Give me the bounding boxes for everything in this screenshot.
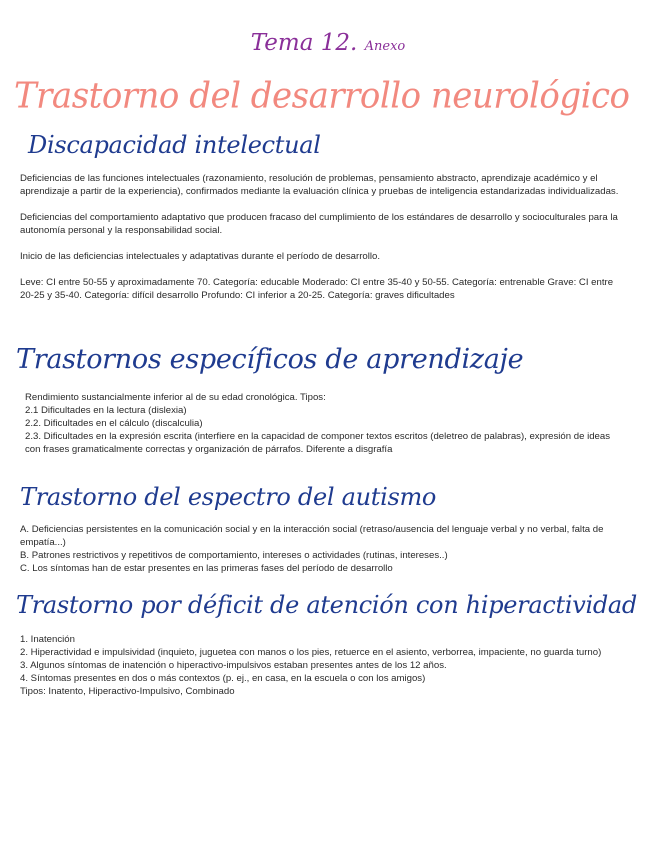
paragraph: Deficiencias del comportamiento adaptativo que producen fracaso del cumplimiento de los estándares de desarrollo y socioculturales para la autonomía personal y la responsabilidad social. — [20, 212, 618, 236]
section-heading-tdah: Trastorno por déficit de atención con hiperactividad — [16, 591, 637, 619]
section-heading-discapacidad: Discapacidad intelectual — [28, 131, 321, 159]
list-item: 2.2. Dificultades en el cálculo (discalculia) — [25, 418, 203, 429]
main-heading: Trastorno del desarrollo neurológico — [14, 75, 630, 117]
page-title-main: Tema 12. — [250, 30, 358, 56]
list-item: A. Deficiencias persistentes en la comunicación social y en la interacción social (retraso/ausencia del lenguaje verbal y no verbal, falta de empatía...) — [20, 524, 604, 548]
paragraph: Leve: CI entre 50-55 y aproximadamente 70. Categoría: educable Moderado: CI entre 35-40 y 50-55. Categoría: entrenable Grave: CI entre 20-25 y 35-40. Categoría: difícil desarrollo Profundo: CI inferior a 20-25. Categoría: graves dificultades — [20, 277, 614, 301]
page-title-sub: Anexo — [364, 39, 406, 54]
list-item: 2.3. Dificultades en la expresión escrita (interfiere en la capacidad de componer textos escritos (deletreo de palabras), expresión de ideas con frases gramaticalmente correctas y organización de párrafos. Diferente a disgrafía — [25, 431, 611, 455]
list-item: C. Los síntomas han de estar presentes en las primeras fases del período de desarrollo — [20, 563, 393, 574]
list-item: Tipos: Inatento, Hiperactivo-Impulsivo, Combinado — [20, 686, 235, 697]
paragraph: Deficiencias de las funciones intelectuales (razonamiento, resolución de problemas, pensamiento abstracto, aprendizaje académico y el aprendizaje a partir de la experiencia), confirmados mediante la evaluación clínica y pruebas de inteligencia estandarizadas individualizadas. — [20, 173, 619, 197]
list-item: 4. Síntomas presentes en dos o más contextos (p. ej., en casa, en la escuela o con los amigos) — [20, 673, 426, 684]
list-item: 2.1 Dificultades en la lectura (dislexia) — [25, 405, 187, 416]
list-item: 1. Inatención — [20, 634, 75, 645]
section-body-discapacidad — [20, 172, 628, 302]
paragraph: Inicio de las deficiencias intelectuales y adaptativas durante el período de desarrollo. — [20, 251, 380, 262]
section-body-autismo — [20, 523, 624, 575]
list-item: B. Patrones restrictivos y repetitivos de comportamiento, intereses o actividades (rutinas, intereses..) — [20, 550, 448, 561]
list-item: Rendimiento sustancialmente inferior al de su edad cronológica. Tipos: — [25, 392, 326, 403]
list-item: 2. Hiperactividad e impulsividad (inquieto, juguetea con manos o los pies, retuerce en el asiento, verborrea, impaciente, no guarda turno) — [20, 647, 602, 658]
section-body-aprendizaje — [25, 391, 625, 456]
page-title — [0, 30, 656, 56]
section-heading-autismo: Trastorno del espectro del autismo — [20, 483, 437, 511]
section-body-tdah — [20, 633, 624, 698]
section-heading-aprendizaje: Trastornos específicos de aprendizaje — [16, 344, 524, 375]
list-item: 3. Algunos síntomas de inatención o hiperactivo-impulsivos estaban presentes antes de los 12 años. — [20, 660, 447, 671]
